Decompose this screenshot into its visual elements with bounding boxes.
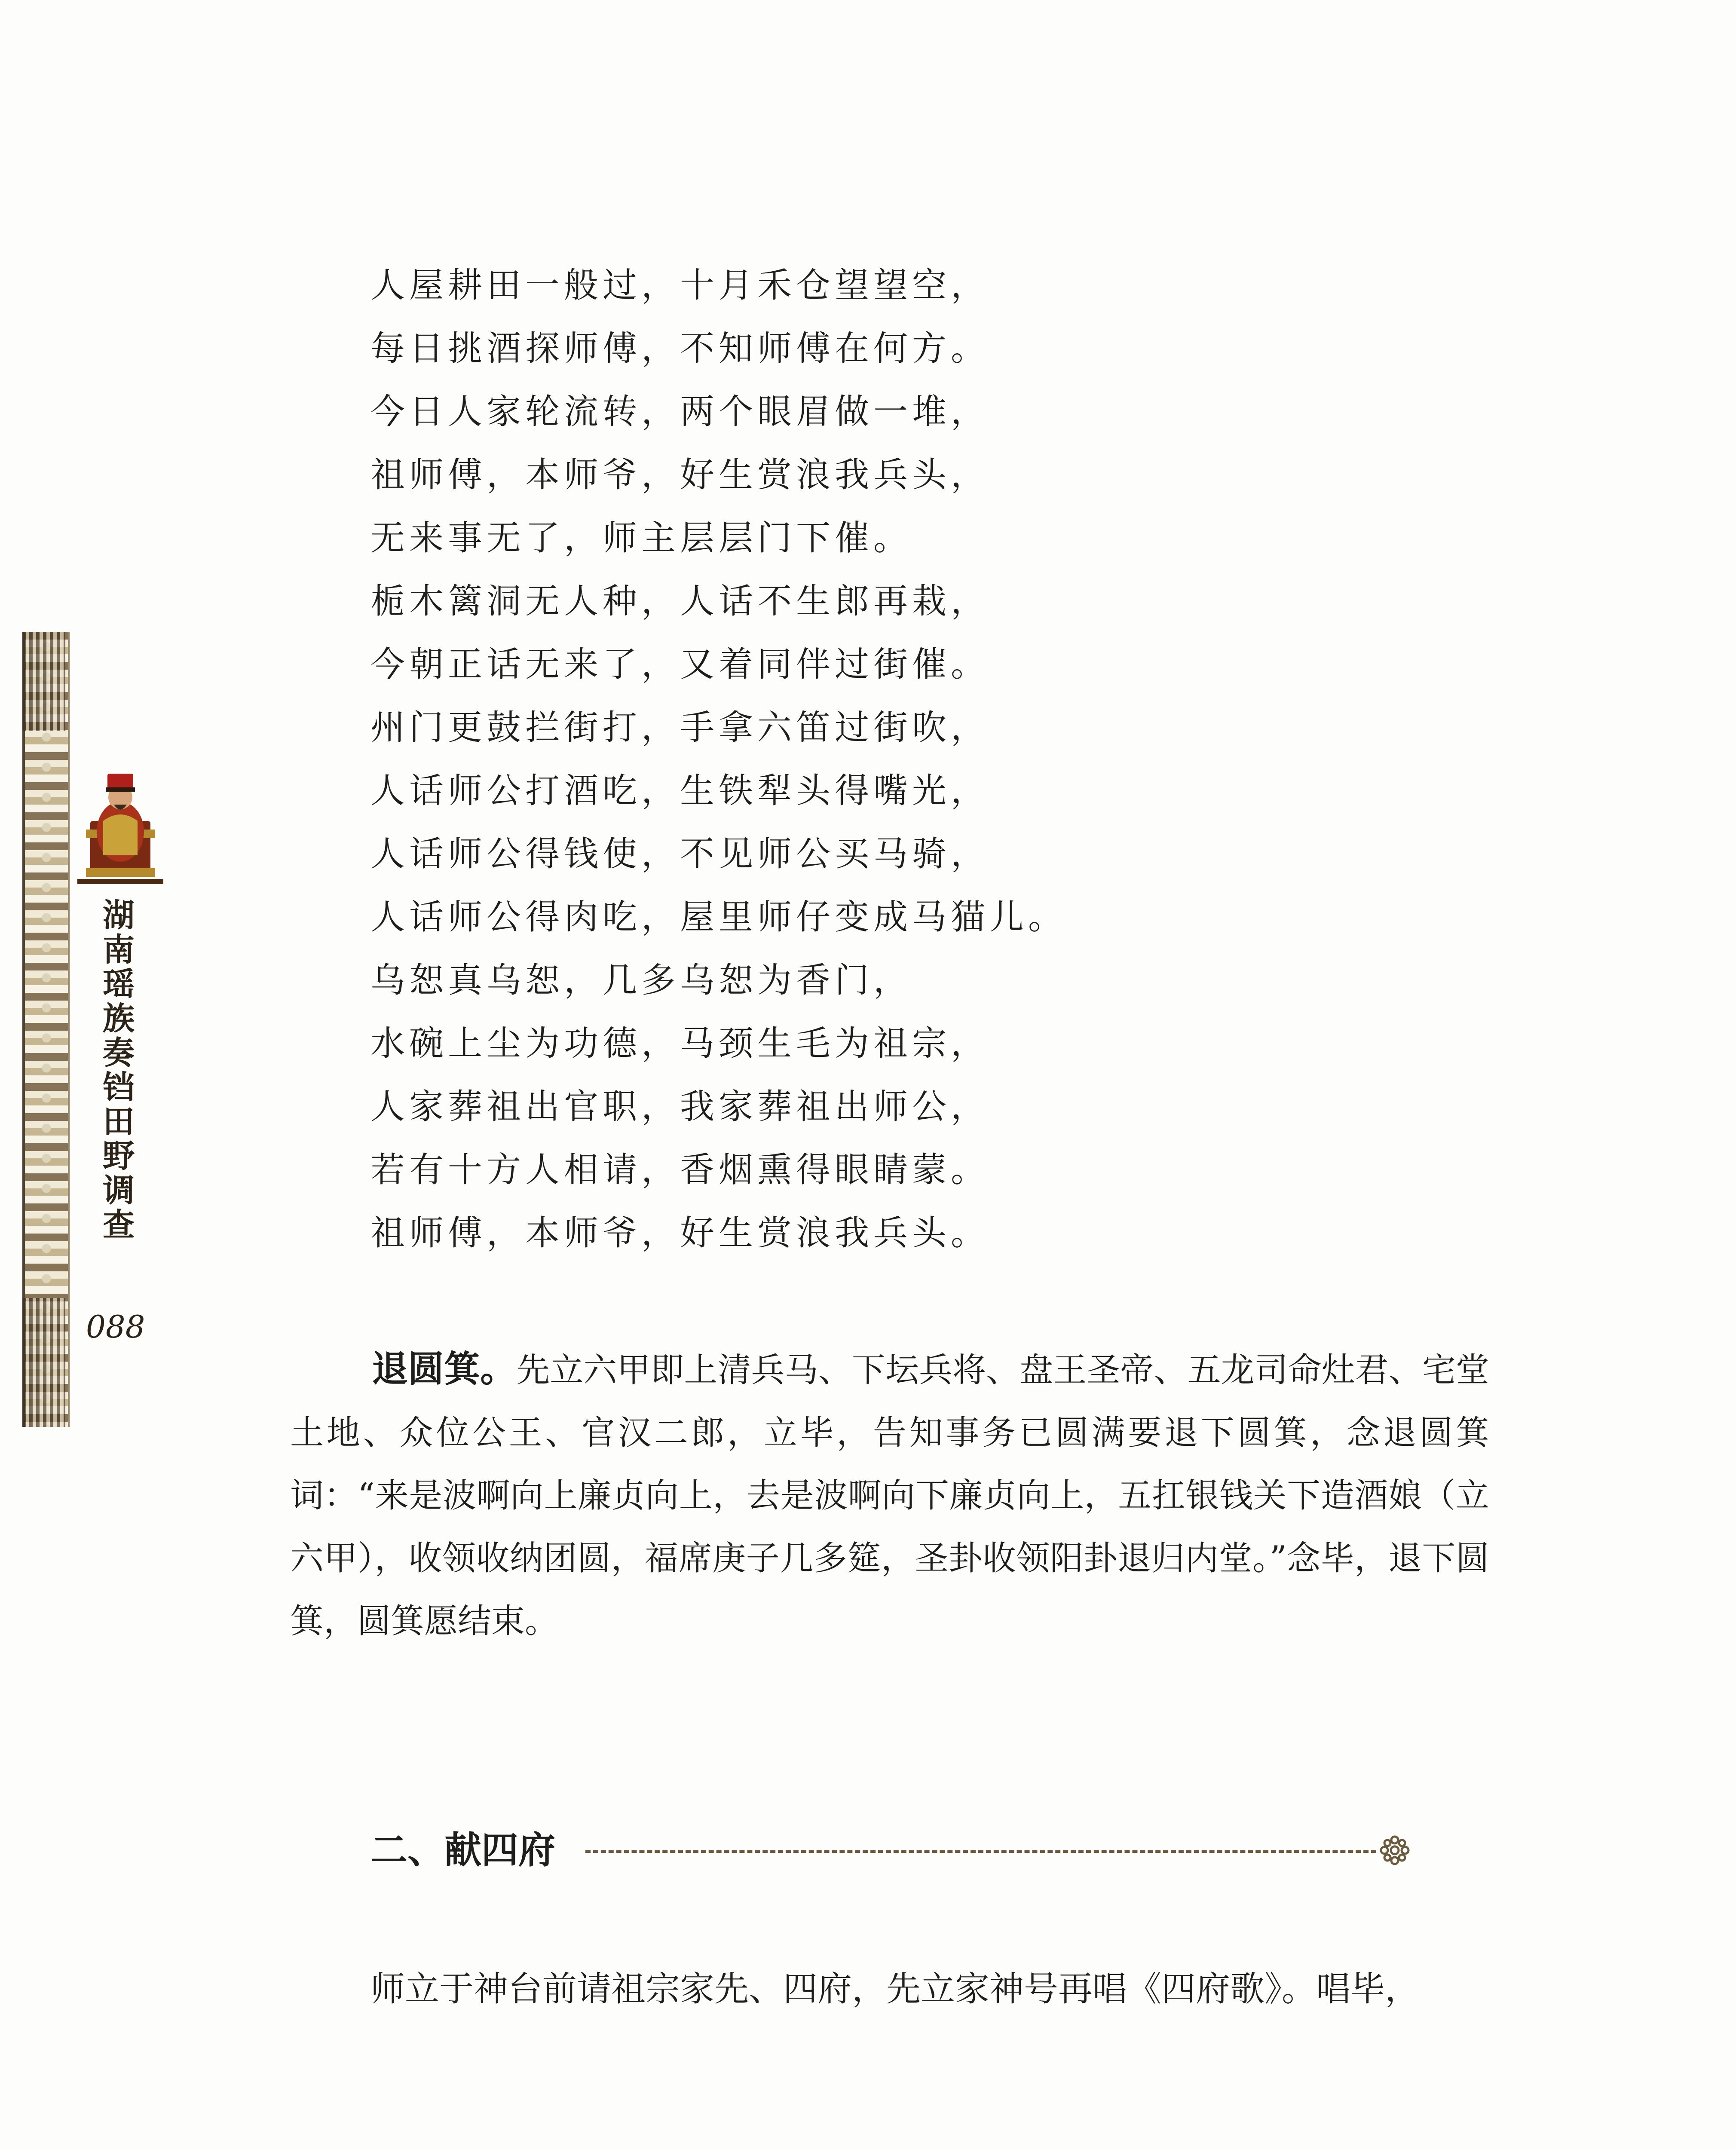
paragraph-body: 先立六甲即上清兵马、下坛兵将、盘王圣帝、五龙司命灶君、宅堂土地、众位公王、官汉二郎，立毕，告知事务已圆满要退下圆箕，念退圆箕词：“来是波啊向上廉贞向上，去是波啊向下廉贞向上，五扛银钱关下造酒娘（立六甲），收领收纳团圆，福席庚子几多筵，圣卦收领阳卦退归内堂。”念毕，退下圆箕，圆箕愿结束。 [290, 1351, 1489, 1641]
verse-line: 人屋耕田一般过，十月禾仓望望空， [370, 265, 989, 305]
verse-line: 无来事无了，师主层层门下催。 [370, 518, 912, 558]
verse-line: 栀木篱洞无人种，人话不生郎再栽， [370, 581, 989, 621]
decorative-pattern-bottom [22, 1298, 65, 1427]
section-title: 二、献四府 [370, 1828, 555, 1872]
verse-line: 每日挑酒探师傅，不知师傅在何方。 [370, 328, 989, 368]
section-heading [370, 1825, 1488, 1876]
paragraph-lead-term: 退圆箕。 [372, 1347, 517, 1390]
verse-line: 人话师公打酒吃，生铁犁头得嘴光， [370, 771, 989, 811]
verse-line: 州门更鼓拦街打，手拿六笛过街吹， [370, 707, 989, 747]
page-number: 088 [86, 1309, 145, 1345]
verse-line: 人家葬祖出官职，我家葬祖出师公， [370, 1087, 989, 1127]
side-book-title: 湖南瑶族奏铛田野调查 [98, 898, 135, 1242]
verse-line: 今日人家轮流转，两个眼眉做一堆， [370, 392, 989, 432]
verse-line: 祖师傅，本师爷，好生赏浪我兵头， [370, 455, 989, 495]
verse-line: 祖师傅，本师爷，好生赏浪我兵头。 [370, 1213, 989, 1253]
dashed-rule [585, 1850, 1376, 1853]
decorative-pattern-top [22, 632, 65, 731]
verse-line: 人话师公得钱使，不见师公买马骑， [370, 834, 989, 874]
seated-deity-figure-image [73, 756, 168, 885]
paragraph-xian-si-fu: 师立于神台前请祖宗家先、四府，先立家神号再唱《四府歌》。唱毕， [370, 1969, 1419, 2009]
verse-line: 人话师公得肉吃，屋里师仔变成马猫儿。 [370, 897, 1067, 937]
verse-block [370, 254, 1488, 1264]
verse-line: 今朝正话无来了，又着同伴过街催。 [370, 644, 989, 684]
verse-line: 若有十方人相请，香烟熏得眼睛蒙。 [370, 1150, 989, 1190]
verse-line: 乌恕真乌恕，几多乌恕为香门， [370, 960, 912, 1000]
paragraph-tui-yuan-ji [290, 1338, 1489, 1653]
flower-ornament-icon [1378, 1834, 1411, 1867]
verse-line: 水碗上尘为功德，马颈生毛为祖宗， [370, 1023, 989, 1063]
